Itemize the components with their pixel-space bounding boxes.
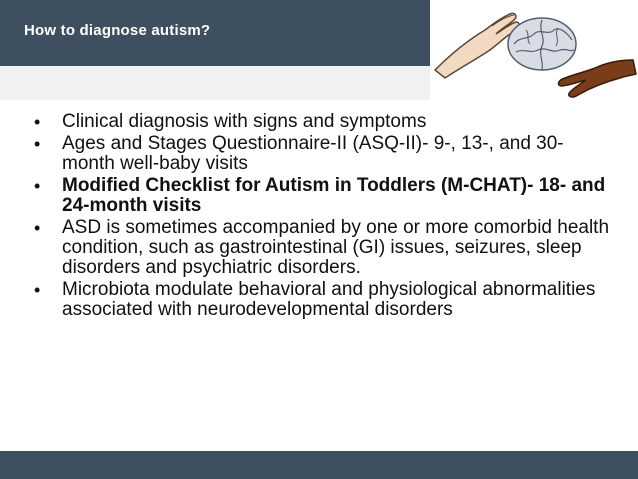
brain-hands-icon — [430, 0, 638, 100]
list-item-text: ASD is sometimes accompanied by one or more comorbid health condition, such as gastrointestinal (GI) issues, seizures, sleep disorders and psychiatric disorders. — [62, 217, 610, 278]
list-item — [34, 280, 614, 320]
list-item-text: Modified Checklist for Autism in Toddlers (M-CHAT)- 18- and 24-month visits — [62, 175, 606, 216]
bullet-list — [34, 112, 614, 322]
footer-bar — [0, 451, 638, 479]
list-item-text: Clinical diagnosis with signs and symptoms — [62, 111, 427, 132]
page-title: How to diagnose autism? — [24, 22, 211, 39]
bullet-dot: • — [34, 112, 41, 132]
list-item — [34, 218, 614, 278]
bullet-dot: • — [34, 218, 41, 238]
header-bar — [0, 0, 430, 66]
list-item-text: Microbiota modulate behavioral and physiological abnormalities associated with neurodevelopmental disorders — [62, 279, 596, 320]
list-item — [34, 134, 614, 174]
header-band — [0, 66, 430, 100]
list-item — [34, 112, 614, 132]
bullet-dot: • — [34, 280, 41, 300]
list-item — [34, 176, 614, 216]
bullet-dot: • — [34, 176, 41, 196]
list-item-text: Ages and Stages Questionnaire-II (ASQ-II)- 9-, 13-, and 30-month well-baby visits — [62, 133, 564, 174]
bullet-dot: • — [34, 134, 41, 154]
